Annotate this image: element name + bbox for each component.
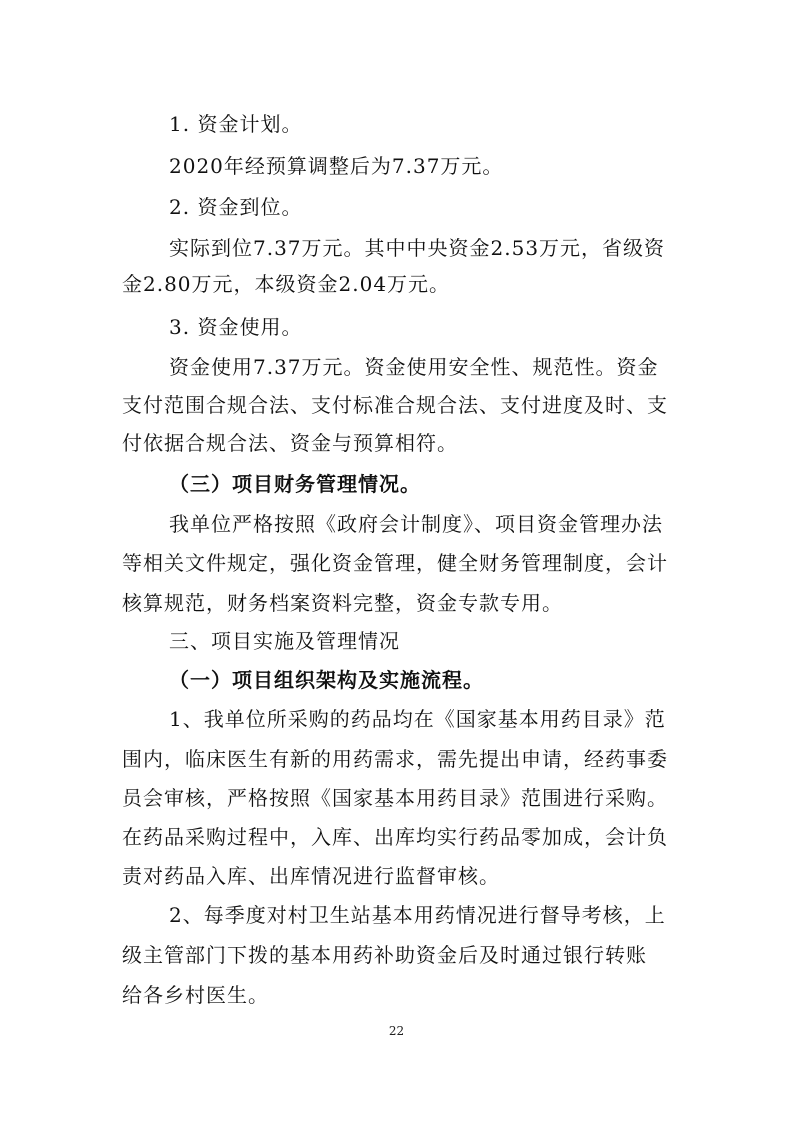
text-line-funding-use-body-2: 支付范围合规合法、支付标准合规合法、支付进度及时、支 (122, 393, 668, 417)
text-line-funding-use-heading: 3. 资金使用。 (169, 315, 303, 339)
page-number: 22 (388, 1024, 405, 1038)
text-line-funding-arrival-heading: 2. 资金到位。 (169, 195, 303, 219)
text-line-funding-arrival-body-1: 实际到位7.37万元。其中中央资金2.53万元，省级资 (169, 236, 666, 260)
text-line-quarterly-body-2: 级主管部门下拨的基本用药补助资金后及时通过银行转账 (122, 943, 647, 967)
text-line-finance-body-1: 我单位严格按照《政府会计制度》、项目资金管理办法 (169, 512, 663, 536)
section-heading-org-structure: （一）项目组织架构及实施流程。 (169, 668, 484, 692)
text-line-org-body-2: 围内，临床医生有新的用药需求，需先提出申请，经药事委 (122, 747, 668, 771)
text-line-funding-plan-heading: 1. 资金计划。 (169, 112, 303, 136)
text-line-funding-use-body-3: 付依据合规合法、资金与预算相符。 (122, 431, 458, 455)
text-line-quarterly-body-1: 2、每季度对村卫生站基本用药情况进行督导考核，上 (169, 903, 666, 927)
text-line-finance-body-3: 核算规范，财务档案资料完整，资金专款专用。 (122, 591, 563, 615)
text-line-funding-use-body-1: 资金使用7.37万元。资金使用安全性、规范性。资金 (169, 355, 659, 379)
text-line-org-body-3: 员会审核，严格按照《国家基本用药目录》范围进行采购。 (122, 786, 668, 810)
text-line-org-body-1: 1、我单位所采购的药品均在《国家基本用药目录》范 (169, 707, 666, 731)
section-heading-finance-management: （三）项目财务管理情况。 (169, 472, 421, 496)
text-line-funding-arrival-body-2: 金2.80万元，本级资金2.04万元。 (122, 272, 451, 296)
text-line-org-body-5: 责对药品入库、出库情况进行监督审核。 (122, 864, 500, 888)
section-heading-implementation: 三、项目实施及管理情况 (169, 629, 400, 653)
text-line-finance-body-2: 等相关文件规定，强化资金管理，健全财务管理制度，会计 (122, 551, 668, 575)
text-line-org-body-4: 在药品采购过程中，入库、出库均实行药品零加成，会计负 (122, 825, 668, 849)
text-line-quarterly-body-3: 给各乡村医生。 (122, 983, 269, 1007)
text-line-funding-plan-body: 2020年经预算调整后为7.37万元。 (169, 154, 504, 178)
